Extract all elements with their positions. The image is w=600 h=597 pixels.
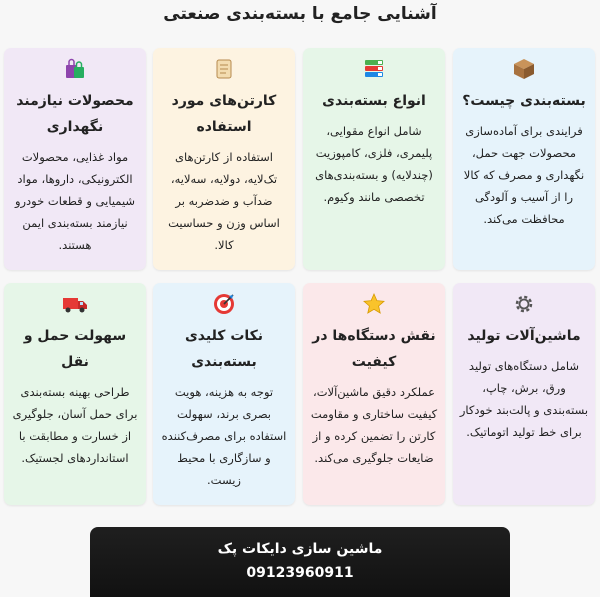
books-icon <box>361 56 387 82</box>
card-heading: نکات کلیدی بسته‌بندی <box>184 328 264 370</box>
target-icon <box>211 291 237 317</box>
card-key-packaging-points <box>153 283 295 505</box>
shopping-bags-icon <box>62 56 88 82</box>
card-products-needing-storage <box>4 48 146 270</box>
package-icon <box>511 56 537 82</box>
page-title: آشنایی جامع با بسته‌بندی صنعتی <box>163 4 437 24</box>
card-packaging-types <box>303 48 445 270</box>
card-heading: کارتن‌های مورد استفاده <box>171 93 277 135</box>
card-heading: نقش دستگاه‌ها در کیفیت <box>312 328 436 370</box>
contact-footer <box>90 527 510 597</box>
gear-icon <box>511 291 537 317</box>
card-heading: بسته‌بندی چیست؟ <box>462 93 586 109</box>
card-body: فرایندی برای آماده‌سازی محصولات جهت حمل، نگهداری و مصرف که کالا را از آسیب و آلودگی محافظت می‌کند. <box>463 124 585 226</box>
card-heading: انواع بسته‌بندی <box>322 93 426 109</box>
star-icon <box>361 291 387 317</box>
card-heading: ماشین‌آلات تولید <box>467 328 581 344</box>
truck-icon <box>62 291 88 317</box>
card-ease-of-transport <box>4 283 146 505</box>
phone-number[interactable]: 09123960911 <box>246 565 354 581</box>
company-name: ماشین سازی دایکات پک <box>217 541 383 557</box>
card-body: مواد غذایی، محصولات الکترونیکی، داروها، مواد شیمیایی و قطعات خودرو نیازمند بسته‌بندی ایمن هستند. <box>14 150 136 252</box>
card-body: شامل دستگاه‌های تولید ورق، برش، چاپ، بسته‌بندی و پالت‌بند خودکار برای خط تولید اتوماتیک. <box>459 359 589 439</box>
card-heading: محصولات نیازمند نگهداری <box>16 93 134 135</box>
card-machines-role-quality <box>303 283 445 505</box>
card-body: عملکرد دقیق ماشین‌آلات، کیفیت ساختاری و مقاومت کارتن را تضمین کرده و از ضایعات جلوگیری می‌کند. <box>310 385 438 465</box>
card-body: شامل انواع مقوایی، پلیمری، فلزی، کامپوزیت (چندلایه) و بسته‌بندی‌های تخصصی مانند وکیوم. <box>315 124 433 204</box>
card-body: طراحی بهینه بسته‌بندی برای حمل آسان، جلوگیری از خسارت و مطابقت با استانداردهای لجستیک. <box>12 385 138 465</box>
card-what-is-packaging <box>453 48 595 270</box>
card-heading: سهولت حمل و نقل <box>23 328 127 370</box>
card-body: توجه به هزینه، هویت بصری برند، سهولت استفاده برای مصرف‌کننده و سازگاری با محیط زیست. <box>161 385 287 487</box>
card-production-machinery <box>453 283 595 505</box>
card-cartons-used <box>153 48 295 270</box>
card-body: استفاده از کارتن‌های تک‌لایه، دولایه، سه‌لایه، ضدآب و ضدضربه بر اساس وزن و حساسیت کالا. <box>168 150 280 252</box>
scroll-icon <box>211 56 237 82</box>
